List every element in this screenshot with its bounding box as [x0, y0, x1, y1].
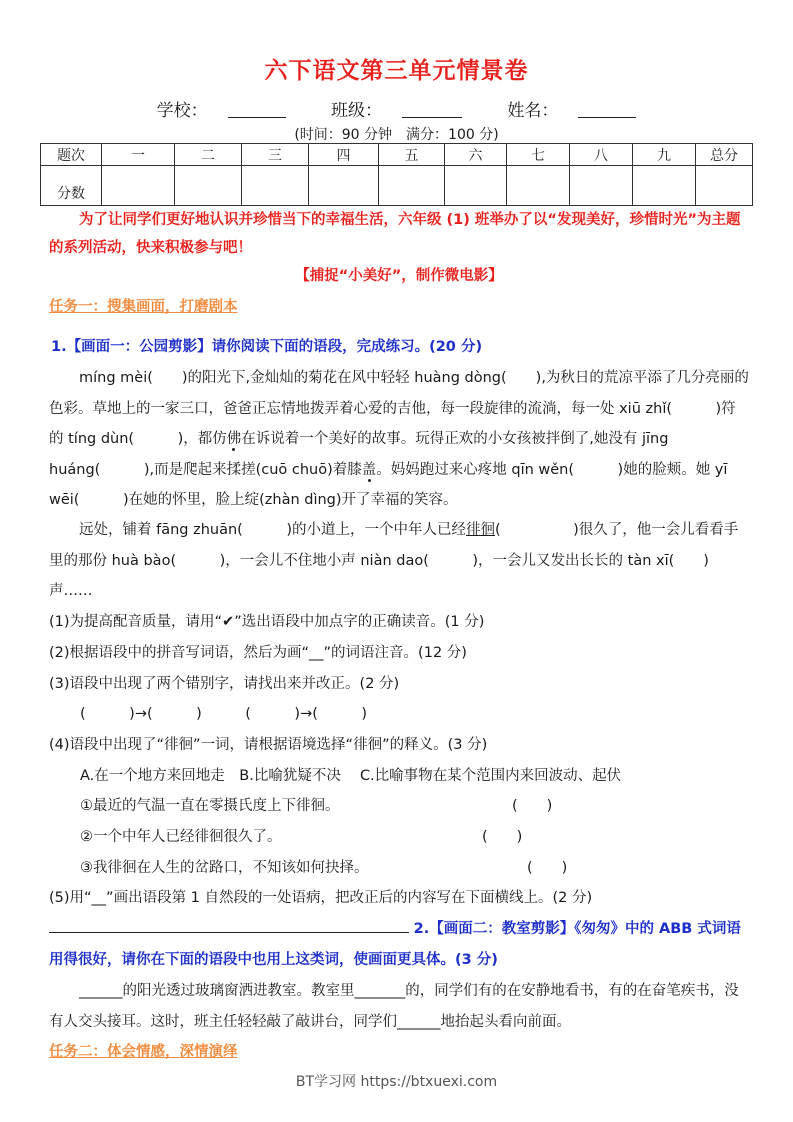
score-cell[interactable] — [102, 166, 175, 206]
name-label: 姓名： — [507, 101, 559, 121]
passage-text: 远处，铺着 fāng zhuān( )的小道上，一个中年人已经 — [79, 522, 466, 538]
score-cell[interactable] — [696, 166, 753, 206]
score-col-header: 四 — [309, 144, 379, 166]
score-col-header: 七 — [507, 144, 570, 166]
q2-passage[interactable]: ______的阳光透过玻璃窗洒进教室。教室里_______的，同学们有的在安静地看书，有的在奋笔疾书，没有人交头接耳。这时，班主任轻轻敲了敲讲台，同学们______地抬起头看向前面。 — [49, 983, 739, 1030]
score-cell[interactable] — [633, 166, 696, 206]
q1-sub3: (3)语段中出现了两个错别字，请找出来并改正。(2 分) — [49, 676, 400, 692]
score-col-header: 总分 — [696, 144, 753, 166]
score-cell[interactable] — [507, 166, 570, 206]
dotted-char: 佛 — [226, 431, 242, 447]
q1-sub4-item2: ②一个中年人已经徘徊很久了。 — [80, 829, 282, 845]
score-col-header: 五 — [379, 144, 445, 166]
score-cell[interactable] — [242, 166, 309, 206]
q1-sub4-item1: ①最近的气温一直在零摄氏度上下徘徊。 — [80, 798, 340, 814]
q1-sub4-item1-blank[interactable]: ( ) — [512, 798, 553, 814]
q1-sub4-item2-blank[interactable]: ( ) — [482, 829, 523, 845]
student-info-line — [0, 96, 793, 121]
school-label: 学校： — [156, 101, 208, 121]
q1-title: 1.【画面一：公园剪影】请你阅读下面的语段，完成练习。(20 分) — [51, 339, 483, 355]
score-cell[interactable] — [175, 166, 242, 206]
q2-block — [49, 914, 749, 976]
name-blank — [578, 101, 636, 118]
dotted-char: 盖 — [361, 461, 377, 478]
task1-title: 任务一：搜集画面，打磨剧本 — [49, 299, 238, 315]
score-col-header: 一 — [102, 144, 175, 166]
activity-subtitle: 【捕捉“小美好”，制作微电影】 — [295, 268, 503, 284]
q1-sub4-item3: ③我徘徊在人生的岔路口，不知该如何抉择。 — [80, 860, 369, 876]
q1-sub5: (5)用“__”画出语段第 1 自然段的一处语病，把改正后的内容写在下面横线上。(2 分) — [49, 890, 593, 906]
score-cell[interactable] — [309, 166, 379, 206]
q1-sub4: (4)语段中出现了“徘徊”一词，请根据语境选择“徘徊”的释义。(3 分) — [49, 737, 488, 753]
name-field[interactable] — [497, 101, 646, 121]
class-label: 班级： — [331, 101, 382, 121]
passage-text: 在诉说着一个美好的故事。玩得正欢的小女孩被拌倒了,她没有 jīng huáng( ),而是爬起来揉搓(cuō chuō)着膝 — [49, 431, 669, 478]
score-col-header: 九 — [633, 144, 696, 166]
school-field[interactable] — [147, 101, 296, 121]
footer-watermark: BT学习网 https://btxuexi.com — [295, 1074, 498, 1090]
score-cell[interactable] — [379, 166, 445, 206]
class-blank — [402, 101, 462, 118]
score-col-header: 三 — [242, 144, 309, 166]
school-blank — [228, 101, 286, 118]
passage-text: 。妈妈跑过来心疼地 qīn wěn( )她的脸颊。她 yī wēi( )在她的怀里，脸上绽(zhàn dìng)开了幸福的笑容。 — [49, 461, 728, 508]
score-col-header: 二 — [175, 144, 242, 166]
q1-sub3-blanks[interactable]: ( )→( ) ( )→( ) — [80, 706, 368, 722]
row-label-question: 题次 — [41, 144, 102, 166]
q1-sub5-answer-line[interactable] — [49, 918, 409, 933]
q1-passage-p2 — [49, 515, 749, 607]
passage-text: ( )很久了，他一会儿看看手里的那份 huà bào( )，一会儿不住地小声 niàn dao( )，一会儿又发出长长的 tàn xī( )声…… — [49, 522, 739, 599]
q1-sub4-options: A.在一个地方来回地走 B.比喻犹疑不决 C.比喻事物在某个范围内来回波动、起伏 — [80, 768, 622, 784]
score-col-header: 八 — [570, 144, 633, 166]
score-col-header: 六 — [445, 144, 507, 166]
passage-text: míng mèi( )的阳光下,金灿灿的菊花在风中轻轻 huàng dòng( ),为秋日的荒凉平添了几分亮丽的色彩。草地上的一家三口，爸爸正忘情地拨弄着心爱的吉他，每一段旋律的流淌，每一处 xiū zhǐ( )符的 tíng dùn( )，都仿 — [49, 370, 749, 447]
time-info: (时间：90 分钟 满分：100 分) — [294, 127, 499, 143]
q1-sub1: (1)为提高配音质量，请用“✔”选出语段中加点字的正确读音。(1 分) — [49, 614, 485, 630]
q2-title: 2.【画面二：教室剪影】《匆匆》中的 ABB 式词语用得很好，请你在下面的语段中也用上这类词，使画面更具体。(3 分) — [49, 921, 741, 968]
score-cell[interactable] — [445, 166, 507, 206]
q1-sub2: (2)根据语段中的拼音写词语，然后为画“__”的词语注音。(12 分) — [49, 645, 467, 661]
q1-passage-p1 — [49, 363, 749, 516]
exam-title: 六下语文第三单元情景卷 — [264, 58, 529, 84]
q1-sub4-item3-blank[interactable]: ( ) — [527, 860, 568, 876]
task2-title: 任务二：体会情感，深情演绎 — [49, 1044, 238, 1060]
underlined-word: 徘徊 — [465, 522, 495, 538]
intro-text: 为了让同学们更好地认识并珍惜当下的幸福生活，六年级 (1) 班举办了以“发现美好，珍惜时光”为主题的系列活动，快来积极参与吧！ — [49, 212, 741, 256]
class-field[interactable] — [321, 101, 472, 121]
score-table — [40, 143, 753, 206]
row-label-score: 分数 — [41, 166, 102, 206]
score-cell[interactable] — [570, 166, 633, 206]
